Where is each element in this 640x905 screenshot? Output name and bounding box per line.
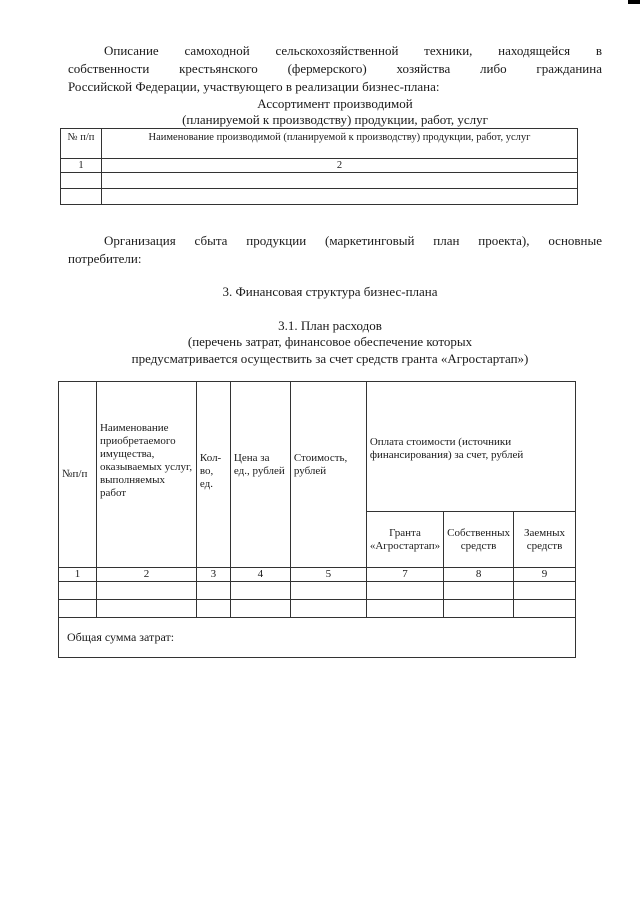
t2-header-own: Собственных средств <box>444 512 514 568</box>
t2-header-grant: Гранта «Агростартап» <box>366 512 443 568</box>
t2-empty-cell <box>96 582 196 600</box>
t1-col-number: 1 <box>61 159 102 173</box>
intro-line-2: собственности крестьянского (фермерского) хозяйства либо гражданина <box>68 61 602 76</box>
t2-col-number: 2 <box>96 568 196 582</box>
t1-empty-cell <box>102 189 578 205</box>
intro-line-3: Российской Федерации, участвующего в реализации бизнес-плана: <box>68 79 440 94</box>
t1-header-num: № п/п <box>61 129 102 159</box>
t1-col-number: 2 <box>102 159 578 173</box>
t2-header-num: №п/п <box>59 382 97 568</box>
t2-empty-cell <box>444 582 514 600</box>
t1-empty-cell <box>61 173 102 189</box>
t2-col-number: 7 <box>366 568 443 582</box>
section-3-1-line-1: (перечень затрат, финансовое обеспечение которых <box>187 334 473 349</box>
t2-col-number: 9 <box>513 568 575 582</box>
t2-col-number: 4 <box>230 568 290 582</box>
corner-mark <box>628 0 640 4</box>
t1-empty-cell <box>102 173 578 189</box>
marketing-line-2: потребители: <box>68 251 142 266</box>
t2-col-number: 3 <box>196 568 230 582</box>
t2-empty-cell <box>196 600 230 618</box>
t2-header-qty: Кол-во, ед. <box>196 382 230 568</box>
marketing-line-1: Организация сбыта продукции (маркетинговый план проекта), основные <box>104 233 602 248</box>
t2-col-number: 5 <box>290 568 366 582</box>
t1-empty-cell <box>61 189 102 205</box>
assortment-title-1: Ассортимент производимой <box>257 96 413 111</box>
t2-empty-cell <box>96 600 196 618</box>
section-3-1-line-2: предусматривается осуществить за счет средств гранта «Агростартап») <box>131 351 529 366</box>
t2-empty-cell <box>366 582 443 600</box>
t2-total-label: Общая сумма затрат: <box>59 618 576 658</box>
t2-empty-cell <box>59 582 97 600</box>
t2-empty-cell <box>366 600 443 618</box>
assortment-title-2: (планируемой к производству) продукции, работ, услуг <box>182 112 488 127</box>
assortment-table <box>60 128 578 205</box>
intro-line-1: Описание самоходной сельскохозяйственной техники, находящейся в <box>104 43 602 58</box>
t2-empty-cell <box>196 582 230 600</box>
t2-empty-cell <box>290 600 366 618</box>
t2-empty-cell <box>444 600 514 618</box>
t2-empty-cell <box>513 582 575 600</box>
t2-empty-cell <box>230 582 290 600</box>
t2-header-cost: Стоимость, рублей <box>290 382 366 568</box>
t2-empty-cell <box>290 582 366 600</box>
t2-header-payment: Оплата стоимости (источники финансирования) за счет, рублей <box>366 382 575 512</box>
t2-col-number: 1 <box>59 568 97 582</box>
expense-table <box>58 381 576 658</box>
section-3-1-title: 3.1. План расходов <box>278 318 382 333</box>
t2-header-name: Наименование приобретаемого имущества, оказываемых услуг, выполняемых работ <box>96 382 196 568</box>
t2-col-number: 8 <box>444 568 514 582</box>
t2-header-price: Цена за ед., рублей <box>230 382 290 568</box>
t1-header-name: Наименование производимой (планируемой к производству) продукции, работ, услуг <box>102 129 578 159</box>
t2-empty-cell <box>230 600 290 618</box>
t2-header-loan: Заемных средств <box>513 512 575 568</box>
t2-empty-cell <box>513 600 575 618</box>
t2-empty-cell <box>59 600 97 618</box>
section-3-title: 3. Финансовая структура бизнес-плана <box>222 284 438 299</box>
